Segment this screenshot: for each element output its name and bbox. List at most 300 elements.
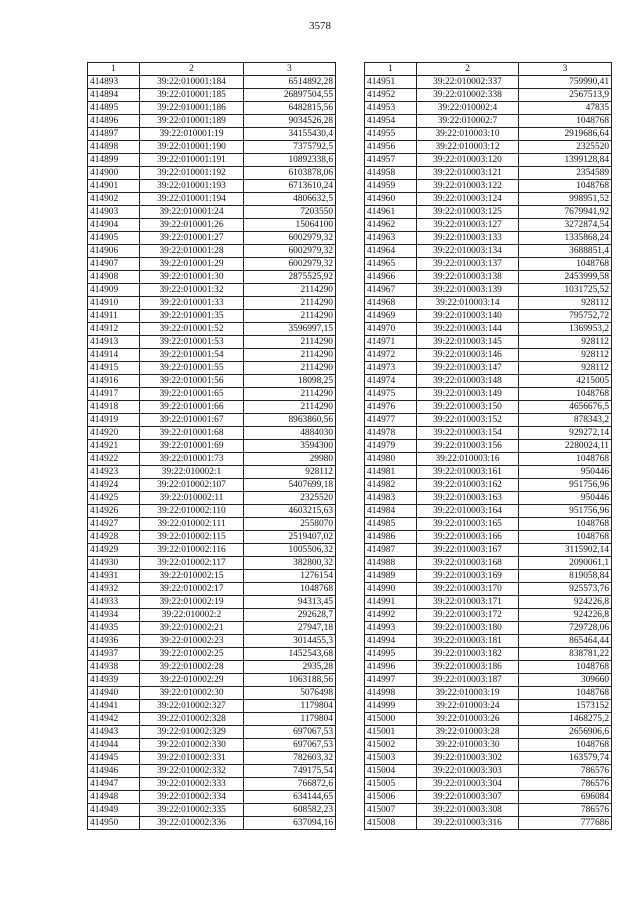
value-cell: 9034526,28 [244,115,336,128]
cadastral-number-cell: 39:22:010001:192 [140,167,244,180]
row-number-cell: 414913 [88,336,140,349]
value-cell: 163579,74 [519,752,612,765]
value-cell: 928112 [519,362,612,375]
row-number-cell: 414971 [365,336,417,349]
table-row [88,570,336,583]
value-cell: 29980 [244,453,336,466]
table-row [365,323,612,336]
value-cell: 4603215,63 [244,505,336,518]
cadastral-number-cell: 39:22:010003:145 [417,336,519,349]
value-cell: 928112 [519,336,612,349]
row-number-cell: 414989 [365,570,417,583]
cadastral-number-cell: 39:22:010003:186 [417,661,519,674]
row-number-cell: 414901 [88,180,140,193]
cadastral-number-cell: 39:22:010003:26 [417,713,519,726]
page-number: 3578 [309,20,331,32]
value-cell: 2453999,58 [519,271,612,284]
table-row [88,544,336,557]
cadastral-number-cell: 39:22:010003:163 [417,492,519,505]
table-row [365,505,612,518]
table-row [88,232,336,245]
cadastral-number-cell: 39:22:010003:172 [417,609,519,622]
row-number-cell: 414972 [365,349,417,362]
value-cell: 819058,84 [519,570,612,583]
row-number-cell: 414929 [88,544,140,557]
value-cell: 1031725,52 [519,284,612,297]
value-cell: 4656676,5 [519,401,612,414]
column-header-3: 3 [244,63,336,76]
table-row [365,375,612,388]
table-row [88,323,336,336]
value-cell: 1335868,24 [519,232,612,245]
row-number-cell: 414985 [365,518,417,531]
table-row [365,518,612,531]
value-cell: 1179804 [244,713,336,726]
table-row [365,492,612,505]
value-cell: 6482815,56 [244,102,336,115]
value-cell: 2114290 [244,297,336,310]
table-row [88,700,336,713]
cadastral-number-cell: 39:22:010001:193 [140,180,244,193]
table-row [88,76,336,89]
table-row [88,596,336,609]
value-cell: 1048768 [519,687,612,700]
table-row [88,518,336,531]
value-cell: 2519407,02 [244,531,336,544]
table-row [88,765,336,778]
cadastral-number-cell: 39:22:010001:190 [140,141,244,154]
value-cell: 4806632,5 [244,193,336,206]
table-row [365,401,612,414]
row-number-cell: 414931 [88,570,140,583]
row-number-cell: 414939 [88,674,140,687]
value-cell: 795752,72 [519,310,612,323]
row-number-cell: 414911 [88,310,140,323]
value-cell: 5407699,18 [244,479,336,492]
cadastral-number-cell: 39:22:010003:125 [417,206,519,219]
value-cell: 8963860,56 [244,414,336,427]
row-number-cell: 414930 [88,557,140,570]
value-cell: 950446 [519,466,612,479]
cadastral-number-cell: 39:22:010003:308 [417,804,519,817]
cadastral-number-cell: 39:22:010003:169 [417,570,519,583]
cadastral-number-cell: 39:22:010003:162 [417,479,519,492]
value-cell: 786576 [519,778,612,791]
row-number-cell: 414906 [88,245,140,258]
value-cell: 777686 [519,817,612,830]
table-row [365,687,612,700]
cadastral-number-cell: 39:22:010003:304 [417,778,519,791]
cadastral-number-cell: 39:22:010003:10 [417,128,519,141]
cadastral-number-cell: 39:22:010003:316 [417,817,519,830]
cadastral-number-cell: 39:22:010001:33 [140,297,244,310]
cadastral-number-cell: 39:22:010003:170 [417,583,519,596]
value-cell: 637094,16 [244,817,336,830]
row-number-cell: 414927 [88,518,140,531]
row-number-cell: 414981 [365,466,417,479]
row-number-cell: 414935 [88,622,140,635]
cadastral-number-cell: 39:22:010002:28 [140,661,244,674]
table-row [365,297,612,310]
cadastral-number-cell: 39:22:010002:7 [417,115,519,128]
cadastral-number-cell: 39:22:010001:68 [140,427,244,440]
value-cell: 6002979,32 [244,232,336,245]
row-number-cell: 414991 [365,596,417,609]
row-number-cell: 414982 [365,479,417,492]
row-number-cell: 414951 [365,76,417,89]
table-row [365,661,612,674]
cadastral-number-cell: 39:22:010001:53 [140,336,244,349]
row-number-cell: 414954 [365,115,417,128]
table-row [88,245,336,258]
cadastral-number-cell: 39:22:010002:29 [140,674,244,687]
cadastral-number-cell: 39:22:010003:124 [417,193,519,206]
row-number-cell: 414918 [88,401,140,414]
row-number-cell: 414933 [88,596,140,609]
table-row [88,193,336,206]
cadastral-number-cell: 39:22:010002:338 [417,89,519,102]
value-cell: 950446 [519,492,612,505]
table-row [88,453,336,466]
row-number-cell: 414960 [365,193,417,206]
cadastral-number-cell: 39:22:010001:30 [140,271,244,284]
row-number-cell: 414984 [365,505,417,518]
row-number-cell: 415004 [365,765,417,778]
cadastral-number-cell: 39:22:010002:11 [140,492,244,505]
cadastral-number-cell: 39:22:010001:29 [140,258,244,271]
value-cell: 786576 [519,765,612,778]
row-number-cell: 414915 [88,362,140,375]
cadastral-number-cell: 39:22:010002:23 [140,635,244,648]
table-row [365,765,612,778]
value-cell: 749175,54 [244,765,336,778]
table-row [88,531,336,544]
table-row [88,89,336,102]
table-row [88,466,336,479]
table-row [365,310,612,323]
value-cell: 6002979,32 [244,258,336,271]
row-number-cell: 414947 [88,778,140,791]
table-row [88,739,336,752]
value-cell: 1048768 [519,115,612,128]
cadastral-number-cell: 39:22:010001:191 [140,154,244,167]
table-row [88,401,336,414]
cadastral-number-cell: 39:22:010001:54 [140,349,244,362]
cadastral-number-cell: 39:22:010003:24 [417,700,519,713]
cadastral-number-cell: 39:22:010002:331 [140,752,244,765]
table-body-left [88,76,336,830]
table-row [365,739,612,752]
register-table-right [364,62,612,830]
table-row [88,674,336,687]
row-number-cell: 414990 [365,583,417,596]
cadastral-number-cell: 39:22:010003:165 [417,518,519,531]
value-cell: 1048768 [519,531,612,544]
table-row [365,557,612,570]
row-number-cell: 414992 [365,609,417,622]
cadastral-number-cell: 39:22:010003:156 [417,440,519,453]
table-row [365,349,612,362]
table-row [88,310,336,323]
table-row [365,778,612,791]
value-cell: 3014455,3 [244,635,336,648]
value-cell: 1369953,2 [519,323,612,336]
cadastral-number-cell: 39:22:010002:330 [140,739,244,752]
cadastral-number-cell: 39:22:010003:303 [417,765,519,778]
value-cell: 878343,2 [519,414,612,427]
table-row [88,154,336,167]
row-number-cell: 414977 [365,414,417,427]
cadastral-number-cell: 39:22:010002:116 [140,544,244,557]
row-number-cell: 414916 [88,375,140,388]
value-cell: 2090061,1 [519,557,612,570]
table-row [88,414,336,427]
table-row [88,440,336,453]
row-number-cell: 414912 [88,323,140,336]
row-number-cell: 414959 [365,180,417,193]
cadastral-number-cell: 39:22:010001:19 [140,128,244,141]
value-cell: 3594300 [244,440,336,453]
cadastral-number-cell: 39:22:010001:55 [140,362,244,375]
table-row [88,362,336,375]
cadastral-number-cell: 39:22:010002:333 [140,778,244,791]
table-row [88,635,336,648]
row-number-cell: 414965 [365,258,417,271]
value-cell: 26897504,55 [244,89,336,102]
table-row [365,596,612,609]
row-number-cell: 414895 [88,102,140,115]
table-row [365,609,612,622]
value-cell: 2558070 [244,518,336,531]
value-cell: 1276154 [244,570,336,583]
row-number-cell: 415001 [365,726,417,739]
row-number-cell: 414998 [365,687,417,700]
cadastral-number-cell: 39:22:010002:4 [417,102,519,115]
value-cell: 2280024,11 [519,440,612,453]
cadastral-number-cell: 39:22:010002:111 [140,518,244,531]
table-row [365,89,612,102]
row-number-cell: 414899 [88,154,140,167]
row-number-cell: 414909 [88,284,140,297]
table-row [88,336,336,349]
row-number-cell: 414962 [365,219,417,232]
table-row [88,778,336,791]
cadastral-number-cell: 39:22:010001:73 [140,453,244,466]
table-header-row [365,63,612,76]
cadastral-number-cell: 39:22:010001:32 [140,284,244,297]
row-number-cell: 414968 [365,297,417,310]
table-row [88,648,336,661]
cadastral-number-cell: 39:22:010001:185 [140,89,244,102]
value-cell: 1048768 [519,739,612,752]
row-number-cell: 414952 [365,89,417,102]
cadastral-number-cell: 39:22:010001:26 [140,219,244,232]
cadastral-number-cell: 39:22:010003:28 [417,726,519,739]
cadastral-number-cell: 39:22:010003:168 [417,557,519,570]
table-row [365,128,612,141]
value-cell: 6713610,24 [244,180,336,193]
row-number-cell: 414920 [88,427,140,440]
value-cell: 924226,8 [519,609,612,622]
row-number-cell: 414914 [88,349,140,362]
cadastral-number-cell: 39:22:010002:335 [140,804,244,817]
row-number-cell: 414949 [88,804,140,817]
column-header-2: 2 [417,63,519,76]
cadastral-number-cell: 39:22:010003:182 [417,648,519,661]
table-row [365,180,612,193]
table-row [88,375,336,388]
value-cell: 2656906,6 [519,726,612,739]
row-number-cell: 414910 [88,297,140,310]
value-cell: 1179804 [244,700,336,713]
value-cell: 6002979,32 [244,245,336,258]
value-cell: 696084 [519,791,612,804]
cadastral-number-cell: 39:22:010003:122 [417,180,519,193]
value-cell: 2114290 [244,388,336,401]
table-row [365,414,612,427]
cadastral-number-cell: 39:22:010003:150 [417,401,519,414]
cadastral-number-cell: 39:22:010002:327 [140,700,244,713]
value-cell: 786576 [519,804,612,817]
row-number-cell: 414898 [88,141,140,154]
row-number-cell: 415007 [365,804,417,817]
row-number-cell: 414936 [88,635,140,648]
table-row [88,141,336,154]
row-number-cell: 414994 [365,635,417,648]
row-number-cell: 414967 [365,284,417,297]
value-cell: 1063188,56 [244,674,336,687]
table-row [365,102,612,115]
cadastral-number-cell: 39:22:010003:138 [417,271,519,284]
cadastral-number-cell: 39:22:010001:24 [140,206,244,219]
table-row [88,297,336,310]
table-row [365,154,612,167]
table-row [365,466,612,479]
row-number-cell: 414893 [88,76,140,89]
value-cell: 309660 [519,674,612,687]
value-cell: 1468275,2 [519,713,612,726]
table-row [365,804,612,817]
cadastral-number-cell: 39:22:010002:2 [140,609,244,622]
value-cell: 838781,22 [519,648,612,661]
row-number-cell: 414961 [365,206,417,219]
value-cell: 924226,8 [519,596,612,609]
row-number-cell: 414897 [88,128,140,141]
row-number-cell: 414926 [88,505,140,518]
table-row [365,427,612,440]
row-number-cell: 414937 [88,648,140,661]
value-cell: 697067,53 [244,739,336,752]
table-row [365,271,612,284]
value-cell: 634144,65 [244,791,336,804]
cadastral-number-cell: 39:22:010003:181 [417,635,519,648]
cadastral-number-cell: 39:22:010001:27 [140,232,244,245]
row-number-cell: 414958 [365,167,417,180]
table-header-row [88,63,336,76]
row-number-cell: 414979 [365,440,417,453]
row-number-cell: 414963 [365,232,417,245]
row-number-cell: 414997 [365,674,417,687]
cadastral-number-cell: 39:22:010003:139 [417,284,519,297]
cadastral-number-cell: 39:22:010003:19 [417,687,519,700]
row-number-cell: 414943 [88,726,140,739]
table-row [365,284,612,297]
row-number-cell: 414924 [88,479,140,492]
row-number-cell: 414987 [365,544,417,557]
cadastral-number-cell: 39:22:010003:14 [417,297,519,310]
row-number-cell: 414904 [88,219,140,232]
value-cell: 928112 [244,466,336,479]
table-row [365,193,612,206]
table-row [365,817,612,830]
cadastral-number-cell: 39:22:010003:302 [417,752,519,765]
cadastral-number-cell: 39:22:010001:66 [140,401,244,414]
row-number-cell: 414945 [88,752,140,765]
cadastral-number-cell: 39:22:010003:166 [417,531,519,544]
table-row [365,713,612,726]
value-cell: 998951,52 [519,193,612,206]
table-row [88,583,336,596]
row-number-cell: 414974 [365,375,417,388]
table-row [88,258,336,271]
table-row [88,687,336,700]
value-cell: 951756,96 [519,479,612,492]
row-number-cell: 414903 [88,206,140,219]
table-row [88,115,336,128]
table-row [88,492,336,505]
cadastral-number-cell: 39:22:010003:180 [417,622,519,635]
cadastral-number-cell: 39:22:010003:137 [417,258,519,271]
row-number-cell: 414932 [88,583,140,596]
value-cell: 1048768 [244,583,336,596]
value-cell: 1048768 [519,661,612,674]
table-row [88,102,336,115]
cadastral-number-cell: 39:22:010002:337 [417,76,519,89]
table-row [88,206,336,219]
table-row [88,479,336,492]
table-row [365,115,612,128]
row-number-cell: 414973 [365,362,417,375]
cadastral-number-cell: 39:22:010003:307 [417,791,519,804]
cadastral-number-cell: 39:22:010003:120 [417,154,519,167]
value-cell: 2114290 [244,362,336,375]
value-cell: 3688851,4 [519,245,612,258]
cadastral-number-cell: 39:22:010003:167 [417,544,519,557]
cadastral-number-cell: 39:22:010003:161 [417,466,519,479]
row-number-cell: 414908 [88,271,140,284]
cadastral-number-cell: 39:22:010003:127 [417,219,519,232]
row-number-cell: 414940 [88,687,140,700]
value-cell: 759990,41 [519,76,612,89]
column-header-2: 2 [140,63,244,76]
row-number-cell: 415000 [365,713,417,726]
cadastral-number-cell: 39:22:010002:21 [140,622,244,635]
value-cell: 2114290 [244,284,336,297]
row-number-cell: 414922 [88,453,140,466]
table-row [365,674,612,687]
table-row [88,713,336,726]
table-row [88,726,336,739]
table-row [88,284,336,297]
cadastral-number-cell: 39:22:010003:148 [417,375,519,388]
cadastral-number-cell: 39:22:010001:186 [140,102,244,115]
row-number-cell: 415006 [365,791,417,804]
cadastral-number-cell: 39:22:010002:1 [140,466,244,479]
value-cell: 2325520 [244,492,336,505]
value-cell: 2114290 [244,401,336,414]
row-number-cell: 414925 [88,492,140,505]
table-row [365,453,612,466]
